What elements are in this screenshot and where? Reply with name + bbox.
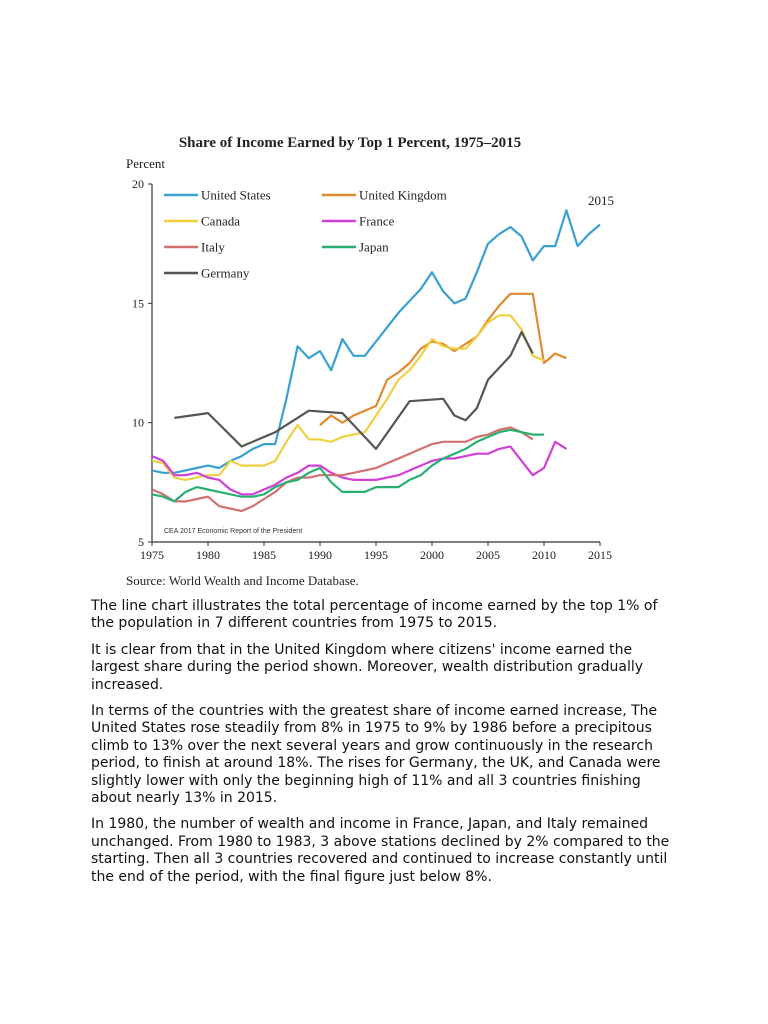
x-tick-label: 2015 xyxy=(588,548,612,562)
essay-paragraph-3: In terms of the countries with the greatest share of income earned increase, The United States rose steadily from 8% in 1975 to 9% by 1986 before a precipitous climb to 13% over the next several years and grow continuously in the research period, to finish at around 18%. The rises for Germany, the UK, and Canada were slightly lower with only the beginning high of 11% and all 3 countries finishing about nearly 13% in 2015. xyxy=(91,703,661,807)
essay-paragraph-4: In 1980, the number of wealth and income in France, Japan, and Italy remained unchanged. From 1980 to 1983, 3 above stations declined by 2% compared to the starting. Then all 3 countries recovered and continued to increase constantly until the end of the period, with the final figure just below 8%. xyxy=(91,816,670,885)
end-year-label: 2015 xyxy=(588,193,614,208)
series-line-canada xyxy=(152,315,544,480)
y-axis-ticks xyxy=(132,177,152,549)
x-tick-label: 1975 xyxy=(140,548,164,562)
chart-source: Source: World Wealth and Income Database. xyxy=(126,573,359,588)
legend-label-germany: Germany xyxy=(201,265,250,281)
essay-text xyxy=(91,598,681,895)
series-line-france xyxy=(152,442,566,495)
y-tick-label: 5 xyxy=(138,535,144,549)
legend-label-japan: Japan xyxy=(359,239,389,255)
essay-paragraph-2: It is clear from that in the United Kingdom where citizens' income earned the largest share during the period shown. Moreover, wealth distribution gradually increased. xyxy=(91,641,644,693)
y-tick-label: 15 xyxy=(132,296,144,311)
legend-label-france: France xyxy=(359,213,395,229)
y-tick-label: 10 xyxy=(132,415,144,430)
series-line-germany xyxy=(174,332,532,449)
essay-paragraph-1: The line chart illustrates the total percentage of income earned by the top 1% of the population in 7 different countries from 1975 to 2015. xyxy=(91,598,658,632)
legend-label-united-states: United States xyxy=(201,187,271,203)
legend-label-united-kingdom: United Kingdom xyxy=(359,187,447,203)
x-tick-label: 1980 xyxy=(196,548,220,562)
chart-note: CEA 2017 Economic Report of the President xyxy=(164,528,303,535)
legend xyxy=(164,188,447,281)
x-tick-label: 1990 xyxy=(308,548,332,562)
chart-title: Share of Income Earned by Top 1 Percent, 1975–2015 xyxy=(178,135,522,151)
x-tick-label: 1985 xyxy=(252,548,276,562)
series-line-italy xyxy=(152,427,533,511)
series-lines xyxy=(152,210,600,511)
y-axis-label: Percent xyxy=(126,156,165,171)
legend-label-canada: Canada xyxy=(201,213,240,229)
x-axis-ticks xyxy=(140,542,612,562)
series-line-united-kingdom xyxy=(320,294,566,425)
line-chart xyxy=(110,122,650,596)
legend-label-italy: Italy xyxy=(201,239,225,255)
chart-canvas xyxy=(110,122,650,596)
x-tick-label: 1995 xyxy=(364,548,388,562)
y-tick-label: 20 xyxy=(132,177,144,191)
x-tick-label: 2005 xyxy=(476,548,500,562)
x-tick-label: 2000 xyxy=(420,548,444,562)
x-tick-label: 2010 xyxy=(532,548,556,562)
